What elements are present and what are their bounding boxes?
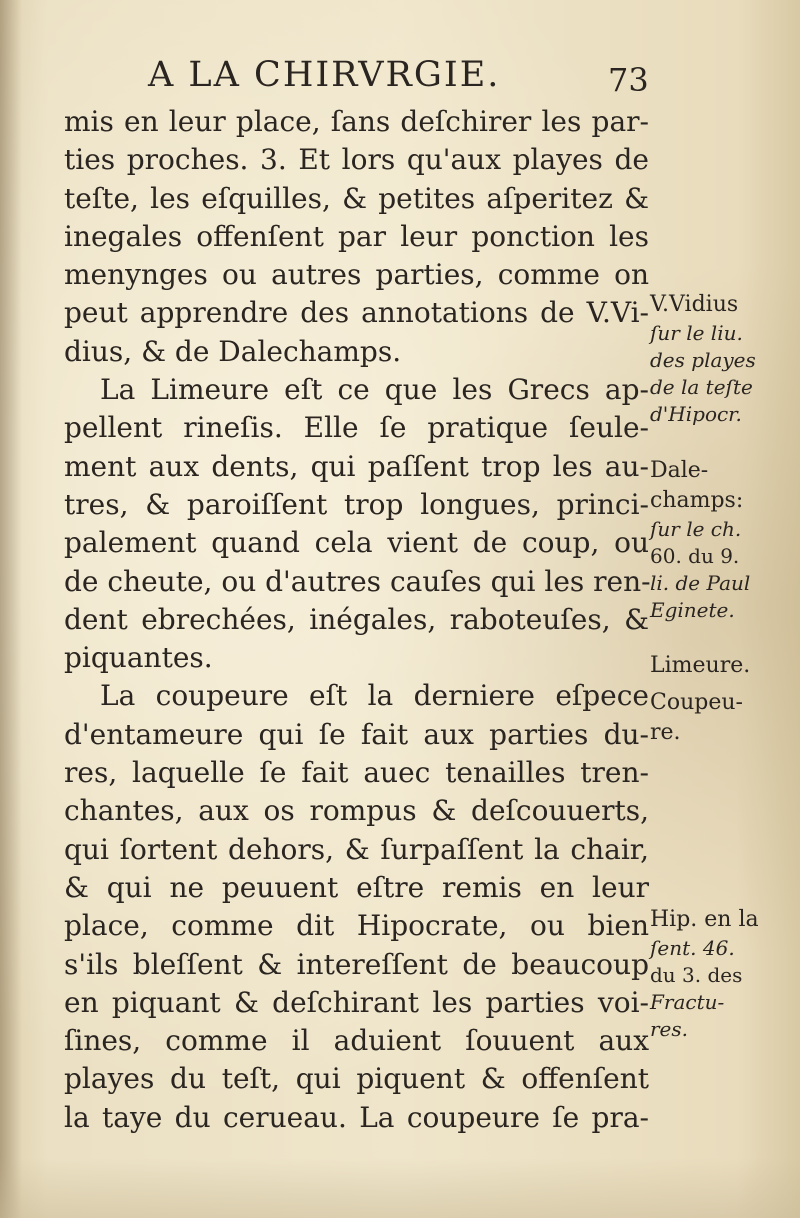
text-line: inegales offenſent par leur ponction les [64,219,649,253]
margin-note-dalechamps [650,456,796,624]
text-line: s'ils bleſſent & intereſſent de beaucoup [64,947,649,981]
margin-note-coupeure [650,688,796,748]
text-line: tres, & paroiſſent trop longues, princi- [64,487,649,521]
margin-note-line: 60. du 9. [650,544,740,568]
text-line: ties proches. 3. Et lors qu'aux playes de [64,143,649,177]
page-bottom-edge [0,1158,800,1218]
text-line: en piquant & deſchirant les parties voi- [64,985,649,1019]
text-line: la taye du cerueau. La coupeure ſe pra- [64,1100,649,1134]
text-line: pellent rineſis. Elle ſe pratique ſeule- [64,411,649,445]
text-line: place, comme dit Hipocrate, ou bien [64,909,649,943]
binding-shadow [0,0,22,1218]
margin-note-line: li. de Paul [650,571,751,595]
text-line: ment aux dents, qui paſſent trop les au- [64,449,649,483]
margin-note-line: re. [650,720,681,745]
margin-note-line: ſur le ch. [650,517,742,541]
text-line: de cheute, ou d'autres cauſes qui les ren- [64,564,651,598]
margin-note-vidius [650,290,796,428]
margin-note-line: d'Hipocr. [650,402,742,426]
margin-note-line: Coupeu- [650,690,743,715]
text-line: dent ebrechées, inégales, raboteuſes, & [64,602,649,636]
margin-note-line: ſur le liu. [650,321,743,345]
running-head: A LA CHIRVRGIE. [148,55,501,95]
text-line: mis en leur place, ſans deſchirer les par- [64,105,649,138]
margin-note-line: du 3. des [650,963,743,987]
main-text-block [64,103,649,1137]
margin-note-line: Fractu- [650,990,725,1014]
margin-note-line: Eginete. [650,598,735,622]
text-line: res, laquelle ſe fait auec tenailles tren- [64,756,649,790]
margin-note-hipocrate [650,905,796,1043]
text-line: d'entameure qui ſe fait aux parties du- [64,717,649,751]
margin-note-line: ſent. 46. [650,936,735,960]
margin-note-line: Dale- [650,458,709,483]
text-line: teſte, les eſquilles, & petites aſperitez & [64,181,649,215]
text-line: peut apprendre des annotations de V.Vi- [64,296,649,330]
text-line: palement quand cela vient de coup, ou [64,526,649,560]
page-number: 73 [608,61,649,99]
text-line: piquantes. [64,641,213,675]
text-line: dius, & de Dalechamps. [64,334,402,368]
text-line: menynges ou autres parties, comme on [64,258,649,292]
margin-note-line: de la teſte [650,375,753,399]
margin-note-limeure [650,651,796,681]
text-line: ſines, comme il aduient ſouuent aux [64,1024,649,1058]
text-line: chantes, aux os rompus & deſcouuerts, [64,794,649,828]
text-line: La Limeure eſt ce que les Grecs ap- [100,373,649,407]
margin-note-line: V.Vidius [650,292,739,317]
margin-note-line: res. [650,1017,689,1041]
text-line: playes du teſt, qui piquent & offenſent [64,1062,649,1096]
margin-note-line: champs: [650,488,744,513]
text-line: qui ſortent dehors, & ſurpaſſent la chair, [64,832,649,866]
text-line: La coupeure eſt la derniere eſpece [100,679,649,713]
margin-note-line: Hip. en la [650,907,759,932]
margin-note-line: Limeure. [650,653,751,678]
margin-note-line: des playes [650,348,756,372]
text-line: & qui ne peuuent eſtre remis en leur [64,870,649,904]
